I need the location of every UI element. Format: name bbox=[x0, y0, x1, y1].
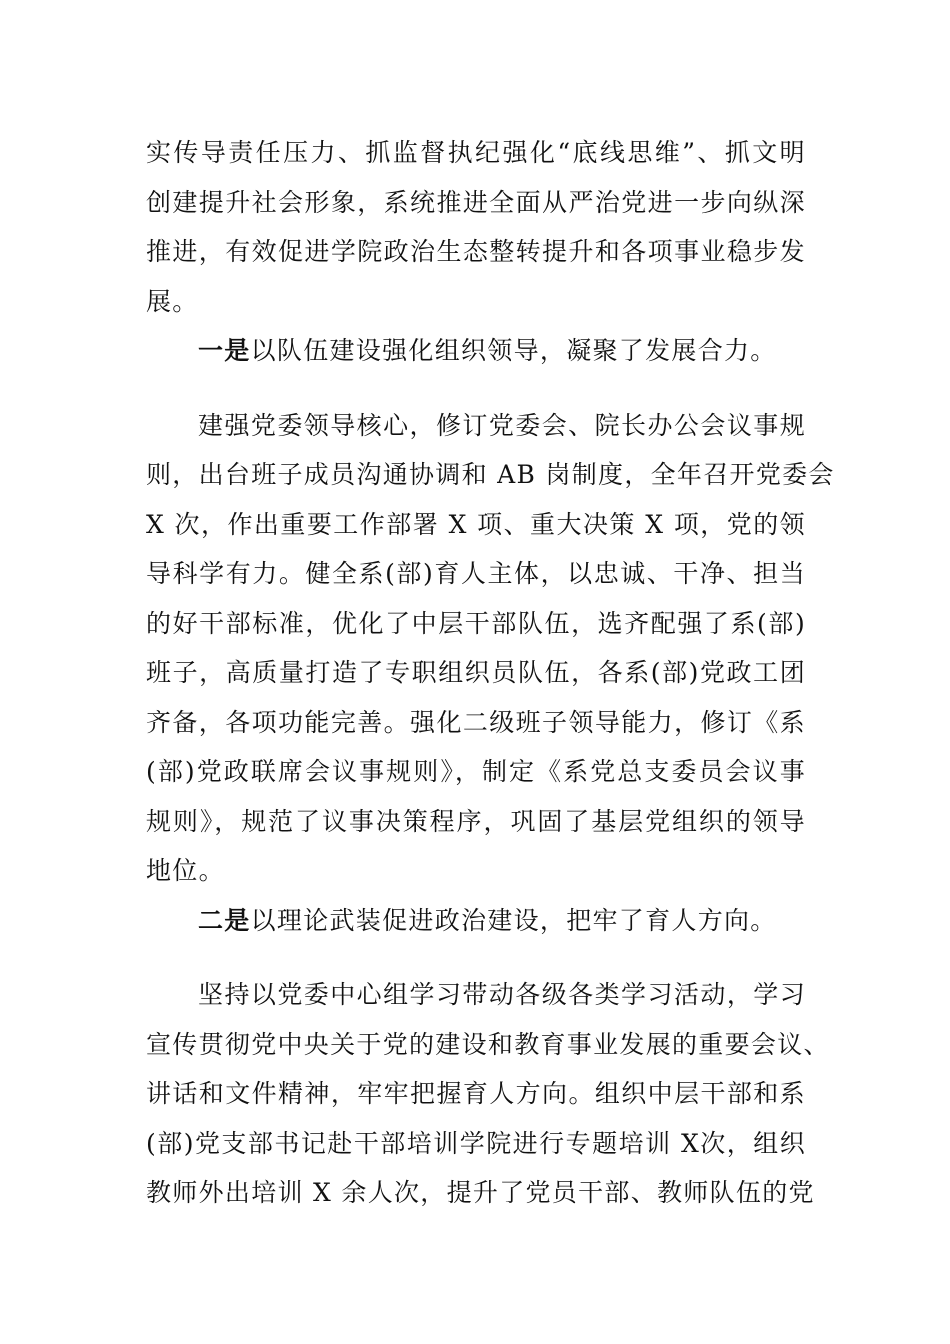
heading-text: 以队伍建设强化组织领导，凝聚了发展合力。 bbox=[250, 336, 777, 365]
text-line: (部)党政联席会议事规则》，制定《系党总支委员会议事 bbox=[146, 757, 806, 786]
text-line: (部)党支部书记赴干部培训学院进行专题培训 X次，组织 bbox=[146, 1128, 806, 1158]
text-line: 推进，有效促进学院政治生态整转提升和各项事业稳步发 bbox=[146, 237, 806, 266]
text-line: 导科学有力。健全系(部)育人主体，以忠诚、干净、担当 bbox=[146, 559, 806, 588]
section-1-paragraph bbox=[146, 401, 835, 896]
text-line: 的好干部标准，优化了中层干部队伍，选齐配强了系(部) bbox=[146, 608, 806, 638]
intro-paragraph bbox=[146, 128, 806, 326]
text-line: 创建提升社会形象，系统推进全面从严治党进一步向纵深 bbox=[146, 187, 806, 217]
text-line: X 次，作出重要工作部署 X 项、重大决策 X 项，党的领 bbox=[146, 509, 806, 539]
text-line: 教师外出培训 X 余人次，提升了党员干部、教师队伍的党 bbox=[146, 1178, 815, 1207]
section-heading-2 bbox=[146, 896, 806, 946]
text-line: 齐备，各项功能完善。强化二级班子领导能力，修订《系 bbox=[146, 707, 806, 737]
text-line: 地位。 bbox=[146, 856, 225, 885]
text-line: 则，出台班子成员沟通协调和 AB 岗制度，全年召开党委会 bbox=[146, 460, 835, 489]
text-line: 坚持以党委中心组学习带动各级各类学习活动，学习 bbox=[198, 980, 806, 1009]
heading-lead: 二是 bbox=[198, 905, 251, 935]
section-heading-1 bbox=[146, 326, 806, 376]
heading-lead: 一是 bbox=[198, 336, 251, 365]
text-line: 规则》，规范了议事决策程序，巩固了基层党组织的领导 bbox=[146, 806, 806, 836]
section-2-paragraph bbox=[146, 970, 830, 1218]
text-line: 实传导责任压力、抓监督执纪强化“底线思维”、抓文明 bbox=[146, 138, 806, 167]
text-line: 讲话和文件精神，牢牢把握育人方向。组织中层干部和系 bbox=[146, 1079, 806, 1108]
document-body bbox=[146, 128, 835, 1218]
text-line: 宣传贯彻党中央关于党的建设和教育事业发展的重要会议、 bbox=[146, 1029, 830, 1059]
heading-text: 以理论武装促进政治建设，把牢了育人方向。 bbox=[250, 905, 777, 935]
text-line: 建强党委领导核心，修订党委会、院长办公会议事规 bbox=[198, 410, 806, 440]
text-line: 班子，高质量打造了专职组织员队伍，各系(部)党政工团 bbox=[146, 658, 806, 687]
text-line: 展。 bbox=[146, 286, 199, 316]
